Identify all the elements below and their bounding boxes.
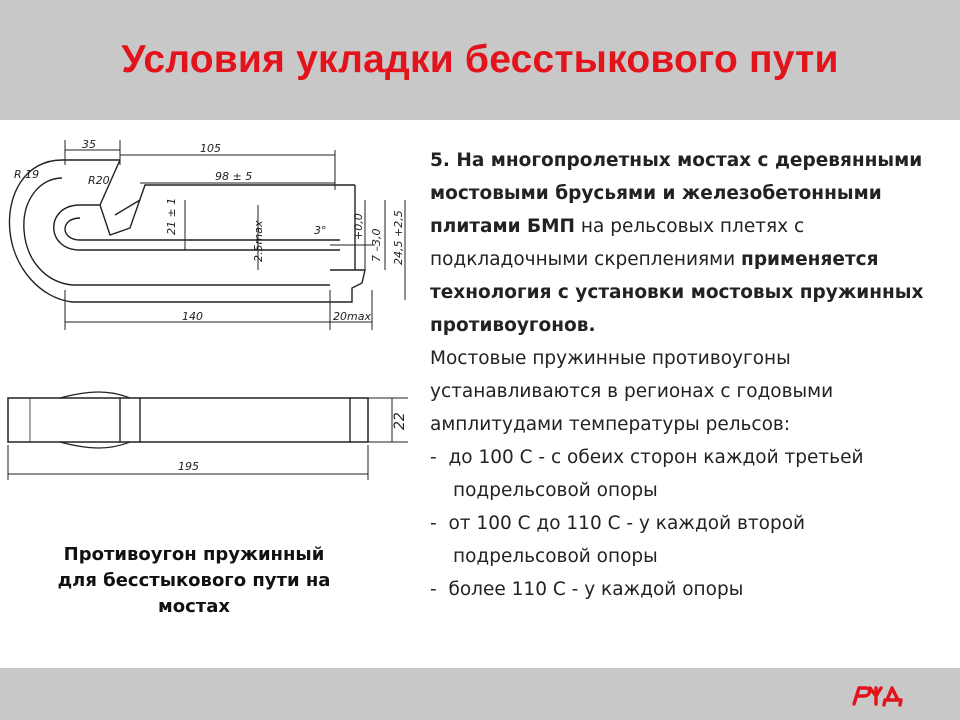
dim-105: 105 <box>200 142 221 155</box>
bullet-dash: - <box>430 579 437 600</box>
dim-tol3: 24,5 +2,5 <box>392 210 405 265</box>
paragraph-1-bold-2: применяется технология с установки мостовых пружинных противоугонов. <box>430 249 924 336</box>
bullet-item <box>430 507 935 573</box>
paragraph-2: Мостовые пружинные противоугоны устанавливаются в регионах с годовыми амплитудами температуры рельсов: <box>430 348 834 435</box>
footer-band <box>0 668 960 720</box>
dim-21: 21 ± 1 <box>165 197 178 235</box>
paragraph-1-normal: на рельсовых плетях с подкладочными скреплениями <box>430 216 805 270</box>
dim-r20: R20 <box>88 174 110 187</box>
bullet-item <box>430 573 935 606</box>
dim-140: 140 <box>182 310 203 323</box>
bullet-item <box>430 441 935 507</box>
slide-title: Условия укладки бесстыкового пути <box>121 38 839 81</box>
rzd-logo-icon <box>848 680 906 708</box>
main-text <box>430 144 935 606</box>
dim-deg3: 3° <box>314 224 327 237</box>
dim-22: 22 <box>392 412 408 430</box>
bullet-text: от 100 С до 110 С - у каждой второй подрельсовой опоры <box>448 513 806 567</box>
paragraph-1-bold-1: 5. На многопролетных мостах с деревянными мостовыми брусьями и железобетонными плитами БМП <box>430 150 923 237</box>
bullet-text: до 100 С - с обеих сторон каждой третьей подрельсовой опоры <box>448 447 864 501</box>
caption-line-1: Противоугон пружинный <box>63 544 325 565</box>
dim-tol1: +0,0 <box>352 213 365 240</box>
bullet-text: более 110 С - у каждой опоры <box>448 579 744 600</box>
paragraph-1 <box>430 144 935 342</box>
dim-35: 35 <box>82 138 96 151</box>
caption-line-3: мостах <box>158 596 230 617</box>
dim-98: 98 ± 5 <box>215 170 253 183</box>
drawing-caption <box>20 542 368 620</box>
dim-25max: 2.5max <box>252 220 265 262</box>
dim-tol2: 7 –3,0 <box>370 228 383 262</box>
anti-creeper-drawing <box>0 130 415 490</box>
bullet-dash: - <box>430 447 437 468</box>
bullet-dash: - <box>430 513 437 534</box>
dim-20max: 20max <box>333 310 371 323</box>
caption-line-2: для бесстыкового пути на <box>57 570 331 591</box>
dim-r19: R 19 <box>14 168 40 181</box>
dim-195: 195 <box>178 460 199 473</box>
